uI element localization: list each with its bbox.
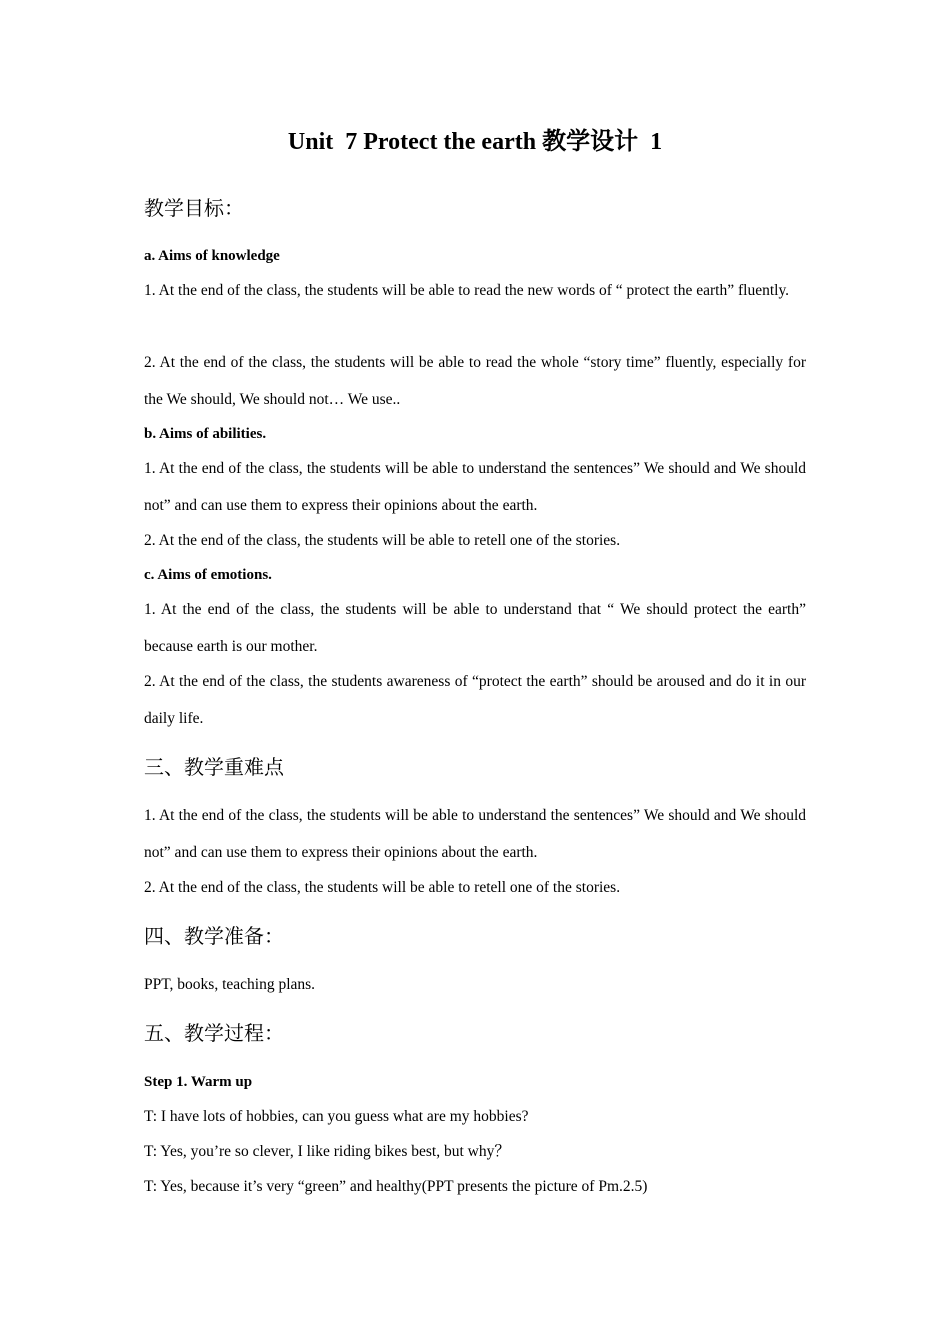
step1-line-1: T: I have lots of hobbies, can you guess what are my hobbies? — [144, 1108, 529, 1125]
knowledge-label: a. Aims of knowledge — [144, 248, 280, 264]
emotions-item-1: 1. At the end of the class, the students will be able to understand that “ We should protect the earth” because earth is our mother. — [144, 601, 806, 655]
step1-line-3: T: Yes, because it’s very “green” and healthy(PPT presents the picture of Pm.2.5) — [144, 1178, 648, 1195]
knowledge-item-1: 1. At the end of the class, the students will be able to read the new words of “ protect the earth” fluently. — [144, 282, 790, 299]
step1-line-2: T: Yes, you’re so clever, I like riding bikes best, but why？ — [144, 1143, 510, 1160]
abilities-item-2: 2. At the end of the class, the students will be able to retell one of the stories. — [144, 532, 621, 549]
document-title: Unit 7 Protect the earth 教学设计 1 — [287, 129, 663, 155]
goals-heading: 教学目标： — [144, 196, 244, 220]
emotions-item-2: 2. At the end of the class, the students awareness of “protect the earth” should be aroused and do it in our daily life. — [144, 673, 806, 727]
abilities-item-1: 1. At the end of the class, the students will be able to understand the sentences” We should and We should not” and can use them to express their opinions about the earth. — [144, 460, 806, 514]
key-points-item-1: 1. At the end of the class, the students will be able to understand the sentences” We should and We should not” and can use them to express their opinions about the earth. — [144, 807, 806, 861]
abilities-label: b. Aims of abilities. — [144, 426, 267, 442]
knowledge-item-2: 2. At the end of the class, the students will be able to read the whole “story time” fluently, especially for the We should, We should not… We use.. — [144, 354, 806, 408]
emotions-label: c. Aims of emotions. — [144, 567, 272, 583]
key-points-heading: 三、教学重难点 — [144, 755, 284, 779]
preparation-text: PPT, books, teaching plans. — [144, 976, 316, 993]
preparation-heading: 四、教学准备： — [144, 924, 284, 948]
process-heading: 五、教学过程： — [144, 1021, 284, 1045]
key-points-item-2: 2. At the end of the class, the students will be able to retell one of the stories. — [144, 879, 621, 896]
step1-label: Step 1. Warm up — [144, 1074, 253, 1090]
